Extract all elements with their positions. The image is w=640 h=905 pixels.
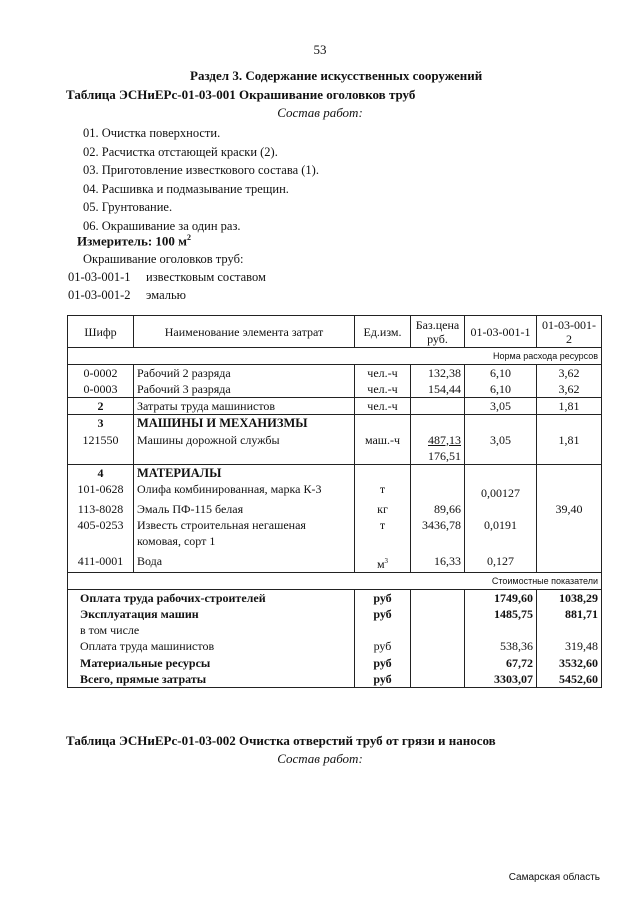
cell-price: 89,66 (411, 501, 465, 517)
cell-name: Рабочий 2 разряда (134, 365, 355, 382)
total-unit: руб (355, 606, 411, 622)
cell-empty (411, 671, 465, 688)
cell-empty (411, 638, 465, 654)
measure-label: Измеритель: 100 м (77, 233, 188, 249)
cell-code: 101-0628 (68, 481, 134, 501)
total-v1: 3303,07 (465, 671, 537, 688)
cell-v2 (537, 550, 602, 573)
cell-code: 0-0002 (68, 365, 134, 382)
band-row (68, 348, 602, 365)
table-row (68, 550, 602, 573)
measure-sup: 2 (187, 233, 192, 242)
cell-v2 (537, 481, 602, 501)
cell-empty (411, 606, 465, 622)
cell-name: Вода (134, 550, 355, 573)
total-v2: 1038,29 (537, 589, 602, 606)
total-v2: 881,71 (537, 606, 602, 622)
operation-item: 06. Окрашивание за один раз. (83, 218, 241, 233)
cell-empty (465, 415, 537, 432)
cell-price: 3436,78 (411, 517, 465, 549)
cell-code: 405-0253 (68, 517, 134, 549)
total-name: Оплата труда рабочих-строителей (68, 589, 355, 606)
cell-v1: 0,0191 (465, 517, 537, 549)
cell-unit: маш.-ч (355, 432, 411, 465)
cell-v2: 3,62 (537, 365, 602, 382)
cell-price (411, 481, 465, 501)
cell-name: Эмаль ПФ-115 белая (134, 501, 355, 517)
cell-empty (411, 415, 465, 432)
cell-v1: 3,05 (465, 398, 537, 415)
cell-empty (537, 464, 602, 481)
total-v2: 319,48 (537, 638, 602, 654)
cell-v1 (465, 501, 537, 517)
cell-code: 113-8028 (68, 501, 134, 517)
cell-name: Затраты труда машинистов (134, 398, 355, 415)
footer-region: Самарская область (508, 872, 600, 883)
operation-item: 02. Расчистка отстающей краски (2). (83, 144, 278, 159)
cell-code: 2 (68, 398, 134, 415)
band-cost: Стоимостные показатели (68, 572, 602, 589)
table1-composition-title: Состав работ: (277, 105, 363, 120)
cell-code: 411-0001 (68, 550, 134, 573)
cell-name: Машины дорожной службы (134, 432, 355, 465)
cell-name: МАТЕРИАЛЫ (134, 464, 355, 481)
cell-empty (355, 464, 411, 481)
header-unit: Ед.изм. (355, 316, 411, 348)
cell-empty (411, 464, 465, 481)
cell-empty (355, 415, 411, 432)
cell-empty (465, 622, 537, 638)
variant-row (68, 288, 186, 303)
cell-v1: 0,127 (465, 550, 537, 573)
header-col2: 01-03-001-2 (537, 316, 602, 348)
total-unit: руб (355, 671, 411, 688)
operation-item: 03. Приготовление известкового состава (1). (83, 163, 319, 178)
table2-title: Таблица ЭСНиЕРс-01-03-002 Очистка отверстий труб от грязи и наносов (66, 733, 496, 748)
cell-unit: т (355, 517, 411, 549)
table-row (68, 501, 602, 517)
cell-code: 121550 (68, 432, 134, 465)
cell-code: 3 (68, 415, 134, 432)
totals-row (68, 606, 602, 622)
table-row (68, 481, 602, 501)
price-secondary: 176,51 (428, 448, 461, 463)
table2-composition-title: Состав работ: (277, 751, 363, 766)
variant-code: 01-03-001-2 (68, 288, 131, 302)
price-main: 487,13 (428, 432, 461, 447)
header-row (68, 316, 602, 348)
cell-empty (465, 464, 537, 481)
total-unit: руб (355, 589, 411, 606)
table-row (68, 432, 602, 465)
totals-row (68, 655, 602, 671)
total-name: Эксплуатация машин (68, 606, 355, 622)
cell-empty (411, 589, 465, 606)
cell-unit: т (355, 481, 411, 501)
totals-row (68, 589, 602, 606)
total-name: Материальные ресурсы (68, 655, 355, 671)
operation-item: 04. Расшивка и подмазывание трещин. (83, 181, 289, 196)
cell-v2: 1,81 (537, 432, 602, 465)
cell-v2 (537, 517, 602, 549)
total-v1: 67,72 (465, 655, 537, 671)
table1-title: Таблица ЭСНиЕРс-01-03-001 Окрашивание оголовков труб (66, 87, 416, 102)
cell-unit: чел.-ч (355, 365, 411, 382)
totals-row (68, 622, 602, 638)
cell-name: МАШИНЫ И МЕХАНИЗМЫ (134, 415, 355, 432)
cell-v1: 6,10 (465, 365, 537, 382)
total-v1: 538,36 (465, 638, 537, 654)
section-title: Раздел 3. Содержание искусственных сооружений (190, 68, 483, 83)
variant-row (68, 270, 266, 285)
header-code: Шифр (68, 316, 134, 348)
cell-empty (411, 622, 465, 638)
cell-unit: чел.-ч (355, 398, 411, 415)
table1-subtitle: Окрашивание оголовков труб: (83, 252, 244, 266)
total-v1: 1485,75 (465, 606, 537, 622)
name-line: Известь строительная негашеная (137, 518, 306, 533)
cell-price: 16,33 (411, 550, 465, 573)
total-unit: руб (355, 655, 411, 671)
table-row (68, 517, 602, 549)
operations-list (83, 124, 319, 236)
cell-v1: 6,10 (465, 381, 537, 398)
header-name: Наименование элемента затрат (134, 316, 355, 348)
cell-v2: 1,81 (537, 398, 602, 415)
total-name: Всего, прямые затраты (68, 671, 355, 688)
cost-table (67, 315, 602, 688)
table-row (68, 415, 602, 432)
cell-v1: 3,05 (465, 432, 537, 465)
cell-name (134, 517, 355, 549)
variant-text: эмалью (146, 288, 187, 302)
table-row (68, 398, 602, 415)
page-number: 53 (313, 42, 327, 57)
cell-v2: 3,62 (537, 381, 602, 398)
cell-empty (411, 655, 465, 671)
band-row (68, 572, 602, 589)
header-col1: 01-03-001-1 (465, 316, 537, 348)
total-v2: 3532,60 (537, 655, 602, 671)
total-unit: руб (355, 638, 411, 654)
unit-sup: 3 (384, 556, 389, 565)
cell-empty (537, 415, 602, 432)
cell-price (411, 432, 465, 465)
table-row (68, 464, 602, 481)
total-name: Оплата труда машинистов (68, 638, 355, 654)
cell-unit: чел.-ч (355, 381, 411, 398)
name-line: комовая, сорт 1 (137, 534, 216, 549)
measure-unit (77, 233, 191, 249)
variant-text: известковым составом (146, 270, 266, 284)
cell-code: 4 (68, 464, 134, 481)
cell-v2: 39,40 (537, 501, 602, 517)
totals-row (68, 638, 602, 654)
cell-price (411, 398, 465, 415)
unit-text: м (376, 556, 385, 571)
operation-item: 01. Очистка поверхности. (83, 126, 221, 140)
cell-v1: 0,00127 (465, 481, 537, 501)
cell-price: 132,38 (411, 365, 465, 382)
cell-name: Рабочий 3 разряда (134, 381, 355, 398)
cell-code: 0-0003 (68, 381, 134, 398)
cell-empty (537, 622, 602, 638)
totals-row (68, 671, 602, 688)
band-norm: Норма расхода ресурсов (68, 348, 602, 365)
variant-code: 01-03-001-1 (68, 270, 131, 284)
header-price: Баз.цена руб. (411, 316, 465, 348)
table-row (68, 381, 602, 398)
cell-empty (355, 622, 411, 638)
cell-unit: кг (355, 501, 411, 517)
total-name: в том числе (68, 622, 355, 638)
cell-unit (355, 550, 411, 573)
total-v1: 1749,60 (465, 589, 537, 606)
cell-name: Олифа комбинированная, марка К-3 (134, 481, 355, 501)
total-v2: 5452,60 (537, 671, 602, 688)
cell-price: 154,44 (411, 381, 465, 398)
table-row (68, 365, 602, 382)
operation-item: 05. Грунтование. (83, 200, 173, 215)
